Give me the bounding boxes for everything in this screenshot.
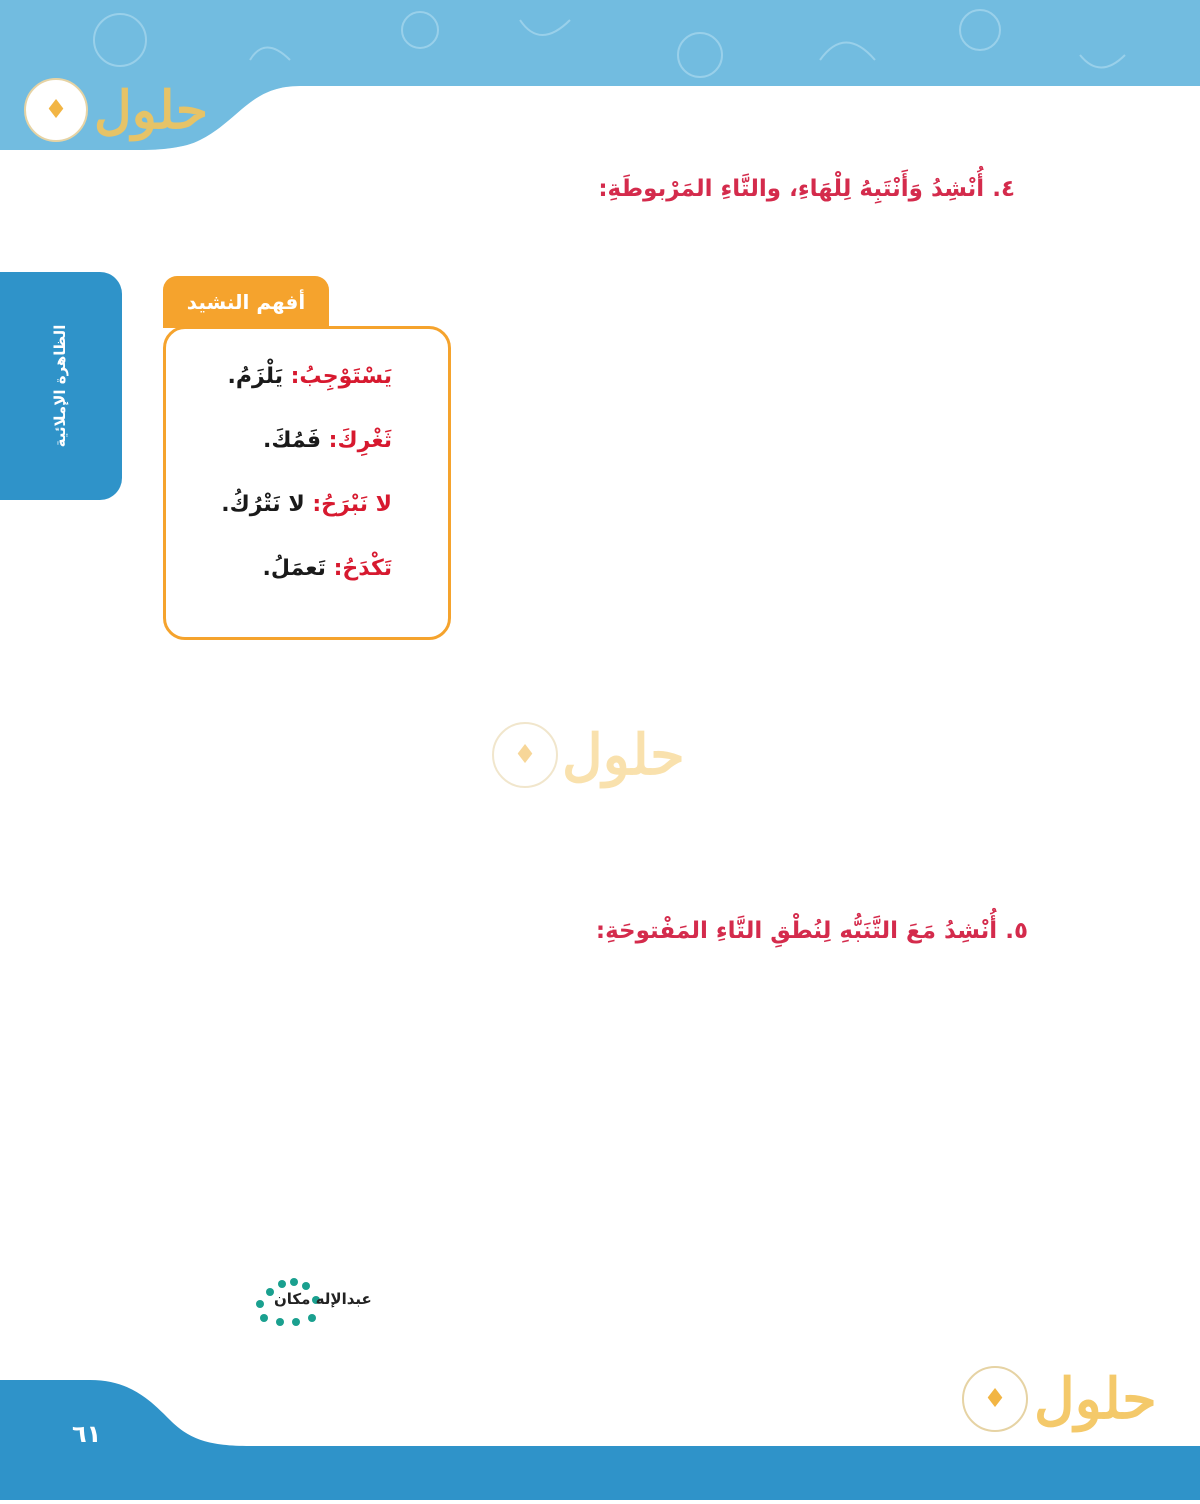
section5-heading: ٥. أُنْشِدُ مَعَ التَّنَبُّهِ لِنُطْقِ التَّاءِ المَفْتوحَةِ:	[595, 918, 1028, 944]
watermark-text: حلول	[94, 79, 209, 141]
glossary-meaning: لا نَتْرُكُ.	[221, 492, 313, 517]
glossary-title: أفهم النشيد	[163, 276, 329, 328]
page-number: ٦١	[72, 1420, 102, 1448]
chapter-side-tab-label: الظاهرة الإملائية	[51, 324, 69, 448]
chapter-side-tab	[0, 272, 122, 500]
watermark-text: حلول	[562, 722, 685, 788]
glossary-meaning: فَمُكَ.	[263, 428, 329, 453]
book-icon: ♦	[24, 78, 88, 142]
author-name: عبدالإله مكان	[274, 1290, 372, 1308]
glossary-term: يَسْتَوْجِبُ:	[290, 364, 392, 389]
glossary-meaning: يَلْزَمُ.	[227, 364, 291, 389]
glossary-item	[228, 364, 392, 389]
glossary-term: ثَغْرِكَ:	[328, 428, 392, 453]
glossary-item	[263, 428, 392, 453]
section4-heading: ٤. أُنْشِدُ وَأَنْتَبِهُ لِلْهَاءِ، والتَّاءِ المَرْبوطَةِ:	[598, 176, 1015, 202]
glossary-term: تَكْدَحُ:	[333, 556, 392, 581]
watermark-text: حلول	[1034, 1366, 1157, 1432]
book-icon: ♦	[962, 1366, 1028, 1432]
glossary-term: لا نَبْرَحُ:	[312, 492, 392, 517]
glossary-item	[262, 556, 392, 581]
book-icon: ♦	[492, 722, 558, 788]
author-credit	[252, 1278, 372, 1328]
watermark-logo-top	[24, 78, 208, 142]
glossary-meaning: تَعمَلُ.	[262, 556, 334, 581]
watermark-logo-center	[492, 722, 685, 788]
footer-band	[0, 1380, 1200, 1500]
glossary-item	[221, 492, 392, 517]
